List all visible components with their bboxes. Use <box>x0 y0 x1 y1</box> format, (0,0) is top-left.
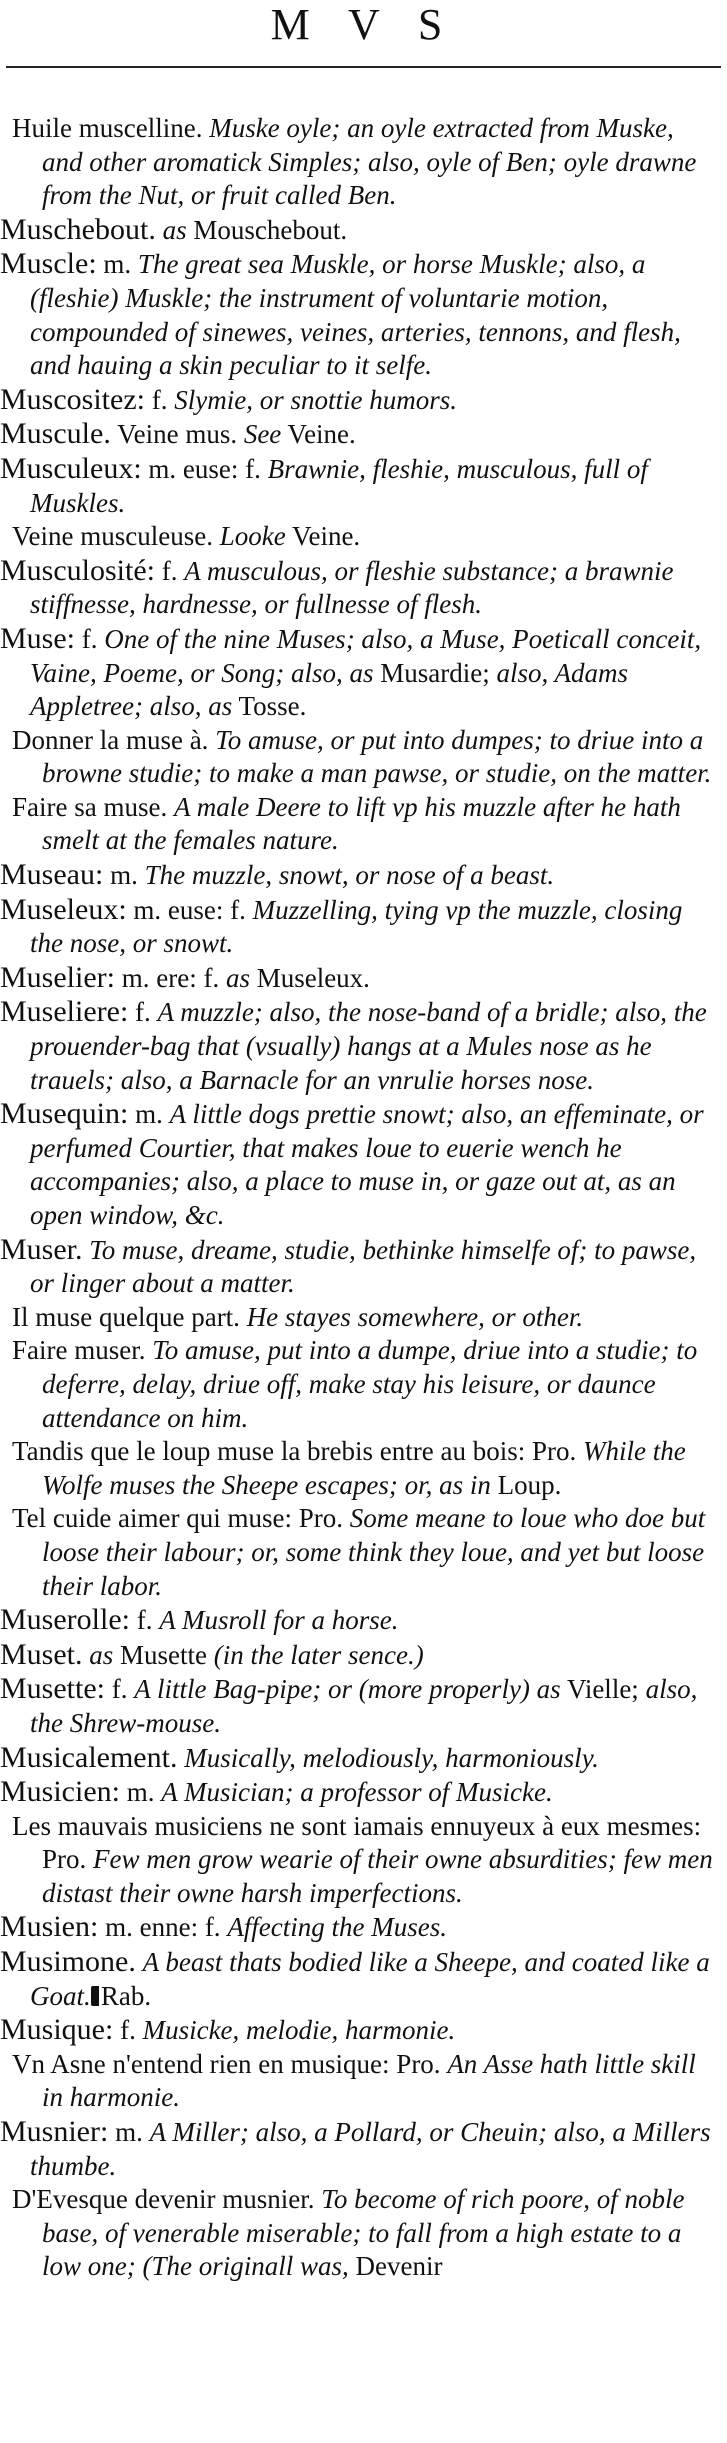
headword: Muselier: <box>0 960 115 994</box>
roman-text: m. <box>96 249 138 280</box>
dictionary-entry <box>0 383 727 418</box>
dictionary-entry <box>0 1775 727 1810</box>
definition-text: To amuse, or put into dumpes; to driue into a browne studie; to make a man pawse, or studie, on the matter. <box>42 724 712 789</box>
roman-text: f. <box>129 1605 160 1636</box>
definition-text: Some meane to loue who doe but loose their labour; or, some think they loue, and yet but loose their labor. <box>42 1503 706 1601</box>
roman-text: Pro. <box>42 1844 94 1875</box>
sub-entry <box>0 520 727 554</box>
headword: Muscle: <box>0 247 97 281</box>
dictionary-entry <box>0 961 727 996</box>
roman-text: m. <box>120 1777 162 1808</box>
definition-text: Few men grow wearie of their owne absurdities; few men distast their owne harsh imperfections. <box>42 1844 713 1908</box>
definition-text: One of the nine Muses; also, a Muse, Poeticall conceit, Vaine, Poeme, or Song; also, as <box>30 623 702 688</box>
definition-text: A little Bag-pipe; or (more properly) as <box>134 1674 561 1705</box>
roman-text: m. <box>108 2117 150 2148</box>
dictionary-entry <box>0 2115 727 2183</box>
definition-text: A beast thats bodied like a Sheepe, and coated like a Goat. <box>30 1947 710 2011</box>
roman-text: m. euse: f. <box>141 453 268 484</box>
sub-entry <box>0 2048 727 2115</box>
definition-text: Muske oyle; an oyle extracted from Muske, and other aromatick Simples; also, oyle of Ben; oyle drawne from the Nut, or fruit called Ben. <box>42 113 697 211</box>
dictionary-entry <box>0 247 727 382</box>
definition-text: A muzzle; also, the nose-band of a bridle; also, the prouender-bag that (vsually) hangs at a Mules nose as he trauels; also, a Barnacle for an vnrulie horses nose. <box>30 997 707 1095</box>
sub-entry <box>0 1810 727 1911</box>
headword: D'Evesque devenir musnier. <box>12 2184 315 2215</box>
headword: Museleux: <box>0 892 127 926</box>
page-header <box>0 0 727 70</box>
dictionary-entry <box>0 213 727 248</box>
definition-text: also, Adams Appletree; also, as <box>30 657 628 722</box>
paragraph-mark-icon <box>91 1986 99 2006</box>
definition-text: To amuse, put into a dumpe, driue into a studie; to deferre, delay, driue off, make stay his leisure, or daunce attendance on him. <box>42 1335 698 1433</box>
page-title: M V S <box>270 0 457 49</box>
headword: Vn Asne n'entend rien en musique: <box>12 2048 390 2079</box>
definition-text: as <box>89 1639 114 1670</box>
headword: Musimone. <box>0 1945 136 1979</box>
headword: Tandis que le loup muse la brebis entre au bois: <box>12 1436 526 1467</box>
roman-text: Musardie; <box>373 657 497 688</box>
headword: Il muse quelque part. <box>12 1301 240 1332</box>
definition-text: To become of rich poore, of noble base, of venerable miserable; to fall from a high estate to a low one; (The originall was, <box>42 2184 685 2282</box>
roman-text: f. <box>155 555 185 586</box>
roman-text: Tosse. <box>232 691 307 722</box>
dictionary-entry <box>0 858 727 893</box>
definition-text: A little dogs prettie snowt; also, an effeminate, or perfumed Courtier, that makes loue to euerie wench he accompanies; also, a place to muse in, or gaze out at, as an open window, &c. <box>30 1099 704 1230</box>
roman-text <box>213 521 220 551</box>
definition-text: He stayes somewhere, or other. <box>246 1301 584 1332</box>
headword: Musculosité: <box>0 553 155 587</box>
roman-text <box>167 792 174 822</box>
definition-text: To muse, dreame, studie, bethinke himselfe of; to pawse, or linger about a matter. <box>30 1234 697 1299</box>
dictionary-entry <box>0 1233 727 1301</box>
headword: Faire muser. <box>12 1335 146 1366</box>
dictionary-entry <box>0 1603 727 1638</box>
definition-text: as <box>225 962 250 993</box>
roman-text: Museleux. <box>249 962 370 993</box>
roman-text: Musette <box>113 1639 214 1670</box>
roman-text: Devenir <box>348 2251 443 2282</box>
definition-text: The muzzle, snowt, or nose of a beast. <box>144 860 555 891</box>
definition-text: A Musroll for a horse. <box>159 1605 399 1636</box>
definition-text: The great sea Muskle, or horse Muskle; also, a (fleshie) Muskle; the instrument of voluntarie motion, compounded of sinewes, veines, arteries, tennons, and flesh, and hauing a skin peculiar to it selfe. <box>30 249 681 381</box>
roman-text: m. euse: f. <box>126 894 253 925</box>
roman-text: m. <box>103 860 145 891</box>
dictionary-entry <box>0 417 727 452</box>
definition-text: A male Deere to lift vp his muzzle after he hath smelt at the females nature. <box>42 791 681 856</box>
definition-text: as <box>162 214 187 245</box>
definition-text: See <box>243 419 282 450</box>
dictionary-entry <box>0 1638 727 1673</box>
definition-text: Looke <box>219 521 286 552</box>
sub-entry <box>0 1435 727 1502</box>
headword: Muscositez: <box>0 382 145 416</box>
sub-entry <box>0 724 727 791</box>
headword: Museliere: <box>0 995 129 1029</box>
headword: Donner la muse à. <box>12 724 209 755</box>
sub-entry <box>0 112 727 213</box>
definition-text: Affecting the Muses. <box>227 1912 448 1943</box>
headword: Musette: <box>0 1672 105 1706</box>
dictionary-entry <box>0 622 727 724</box>
headword: Muset. <box>0 1637 83 1671</box>
dictionary-entry <box>0 2013 727 2048</box>
headword: Muschebout. <box>0 212 156 246</box>
headword: Musnier: <box>0 2115 109 2149</box>
dictionary-entry <box>0 1945 727 2013</box>
headword: Muse: <box>0 621 75 655</box>
definition-text: Musicke, melodie, harmonie. <box>142 2015 456 2046</box>
header-rule <box>6 66 721 68</box>
dictionary-entry <box>0 1910 727 1945</box>
dictionary-entry <box>0 995 727 1097</box>
headword: Musique: <box>0 2013 114 2047</box>
headword: Musicalement. <box>0 1740 178 1774</box>
roman-text: f. <box>144 384 175 415</box>
definition-text: Brawnie, fleshie, musculous, full of Muskles. <box>30 453 648 518</box>
roman-text: Pro. <box>525 1436 584 1467</box>
roman-text: Mouschebout. <box>186 214 348 245</box>
roman-text: m. <box>128 1099 170 1130</box>
headword: Museau: <box>0 858 104 892</box>
roman-text <box>240 1302 247 1332</box>
definition-text: Slymie, or snottie humors. <box>174 384 457 415</box>
headword: Muser. <box>0 1232 83 1266</box>
headword: Huile muscelline. <box>12 113 203 143</box>
headword: Musicien: <box>0 1775 120 1809</box>
dictionary-entry <box>0 893 727 961</box>
sub-entry <box>0 1502 727 1603</box>
sub-entry <box>0 791 727 858</box>
roman-text: Vielle; <box>560 1674 646 1705</box>
definition-text: Muzzelling, tying vp the muzzle, closing the nose, or snowt. <box>30 894 683 959</box>
definition-text: A Miller; also, a Pollard, or Cheuin; also, a Millers thumbe. <box>30 2117 711 2181</box>
headword: Les mauvais musiciens ne sont iamais ennuyeux à eux mesmes: <box>12 1810 702 1841</box>
roman-text: Pro. <box>292 1503 350 1534</box>
sub-entry <box>0 1334 727 1435</box>
sub-entry <box>0 2183 727 2284</box>
roman-text: Veine mus. <box>110 419 244 450</box>
dictionary-entry <box>0 1741 727 1776</box>
definition-text: An Asse hath little skill in harmonie. <box>42 2048 696 2113</box>
roman-text: Rab. <box>100 1980 152 2011</box>
roman-text <box>156 215 163 245</box>
headword: Muserolle: <box>0 1603 130 1637</box>
roman-text: m. ere: f. <box>114 962 226 993</box>
roman-text: m. enne: f. <box>98 1912 228 1943</box>
headword: Faire sa muse. <box>12 791 168 822</box>
roman-text <box>136 1947 143 1977</box>
roman-text: f. <box>113 2015 143 2046</box>
roman-text: f. <box>128 997 158 1028</box>
sub-entry <box>0 1301 727 1335</box>
definition-text: While the Wolfe muses the Sheepe escapes; or, as in <box>42 1436 686 1500</box>
roman-text: Veine. <box>281 419 356 450</box>
roman-text: Loup. <box>490 1469 562 1500</box>
definition-text: A musculous, or fleshie substance; a brawnie stiffnesse, hardnesse, or fullnesse of flesh. <box>30 555 674 620</box>
roman-text: Pro. <box>389 2048 448 2079</box>
definition-text: (in the later sence.) <box>213 1639 424 1670</box>
roman-text: f. <box>75 623 105 654</box>
definition-text: Musically, melodiously, harmoniously. <box>184 1742 599 1773</box>
dictionary-entries <box>0 112 727 2284</box>
dictionary-entry <box>0 452 727 520</box>
definition-text: A Musician; a professor of Musicke. <box>161 1777 553 1808</box>
roman-text: Veine. <box>285 521 361 552</box>
headword: Musculeux: <box>0 451 142 485</box>
headword: Tel cuide aimer qui muse: <box>12 1503 293 1534</box>
headword: Veine musculeuse. <box>12 521 213 552</box>
definition-text: also, the Shrew-mouse. <box>30 1674 698 1738</box>
roman-text: f. <box>105 1674 135 1705</box>
headword: Musequin: <box>0 1097 129 1131</box>
dictionary-entry <box>0 554 727 622</box>
dictionary-entry <box>0 1672 727 1740</box>
headword: Muscule. <box>0 417 111 451</box>
dictionary-entry <box>0 1097 727 1232</box>
headword: Musien: <box>0 1910 99 1944</box>
